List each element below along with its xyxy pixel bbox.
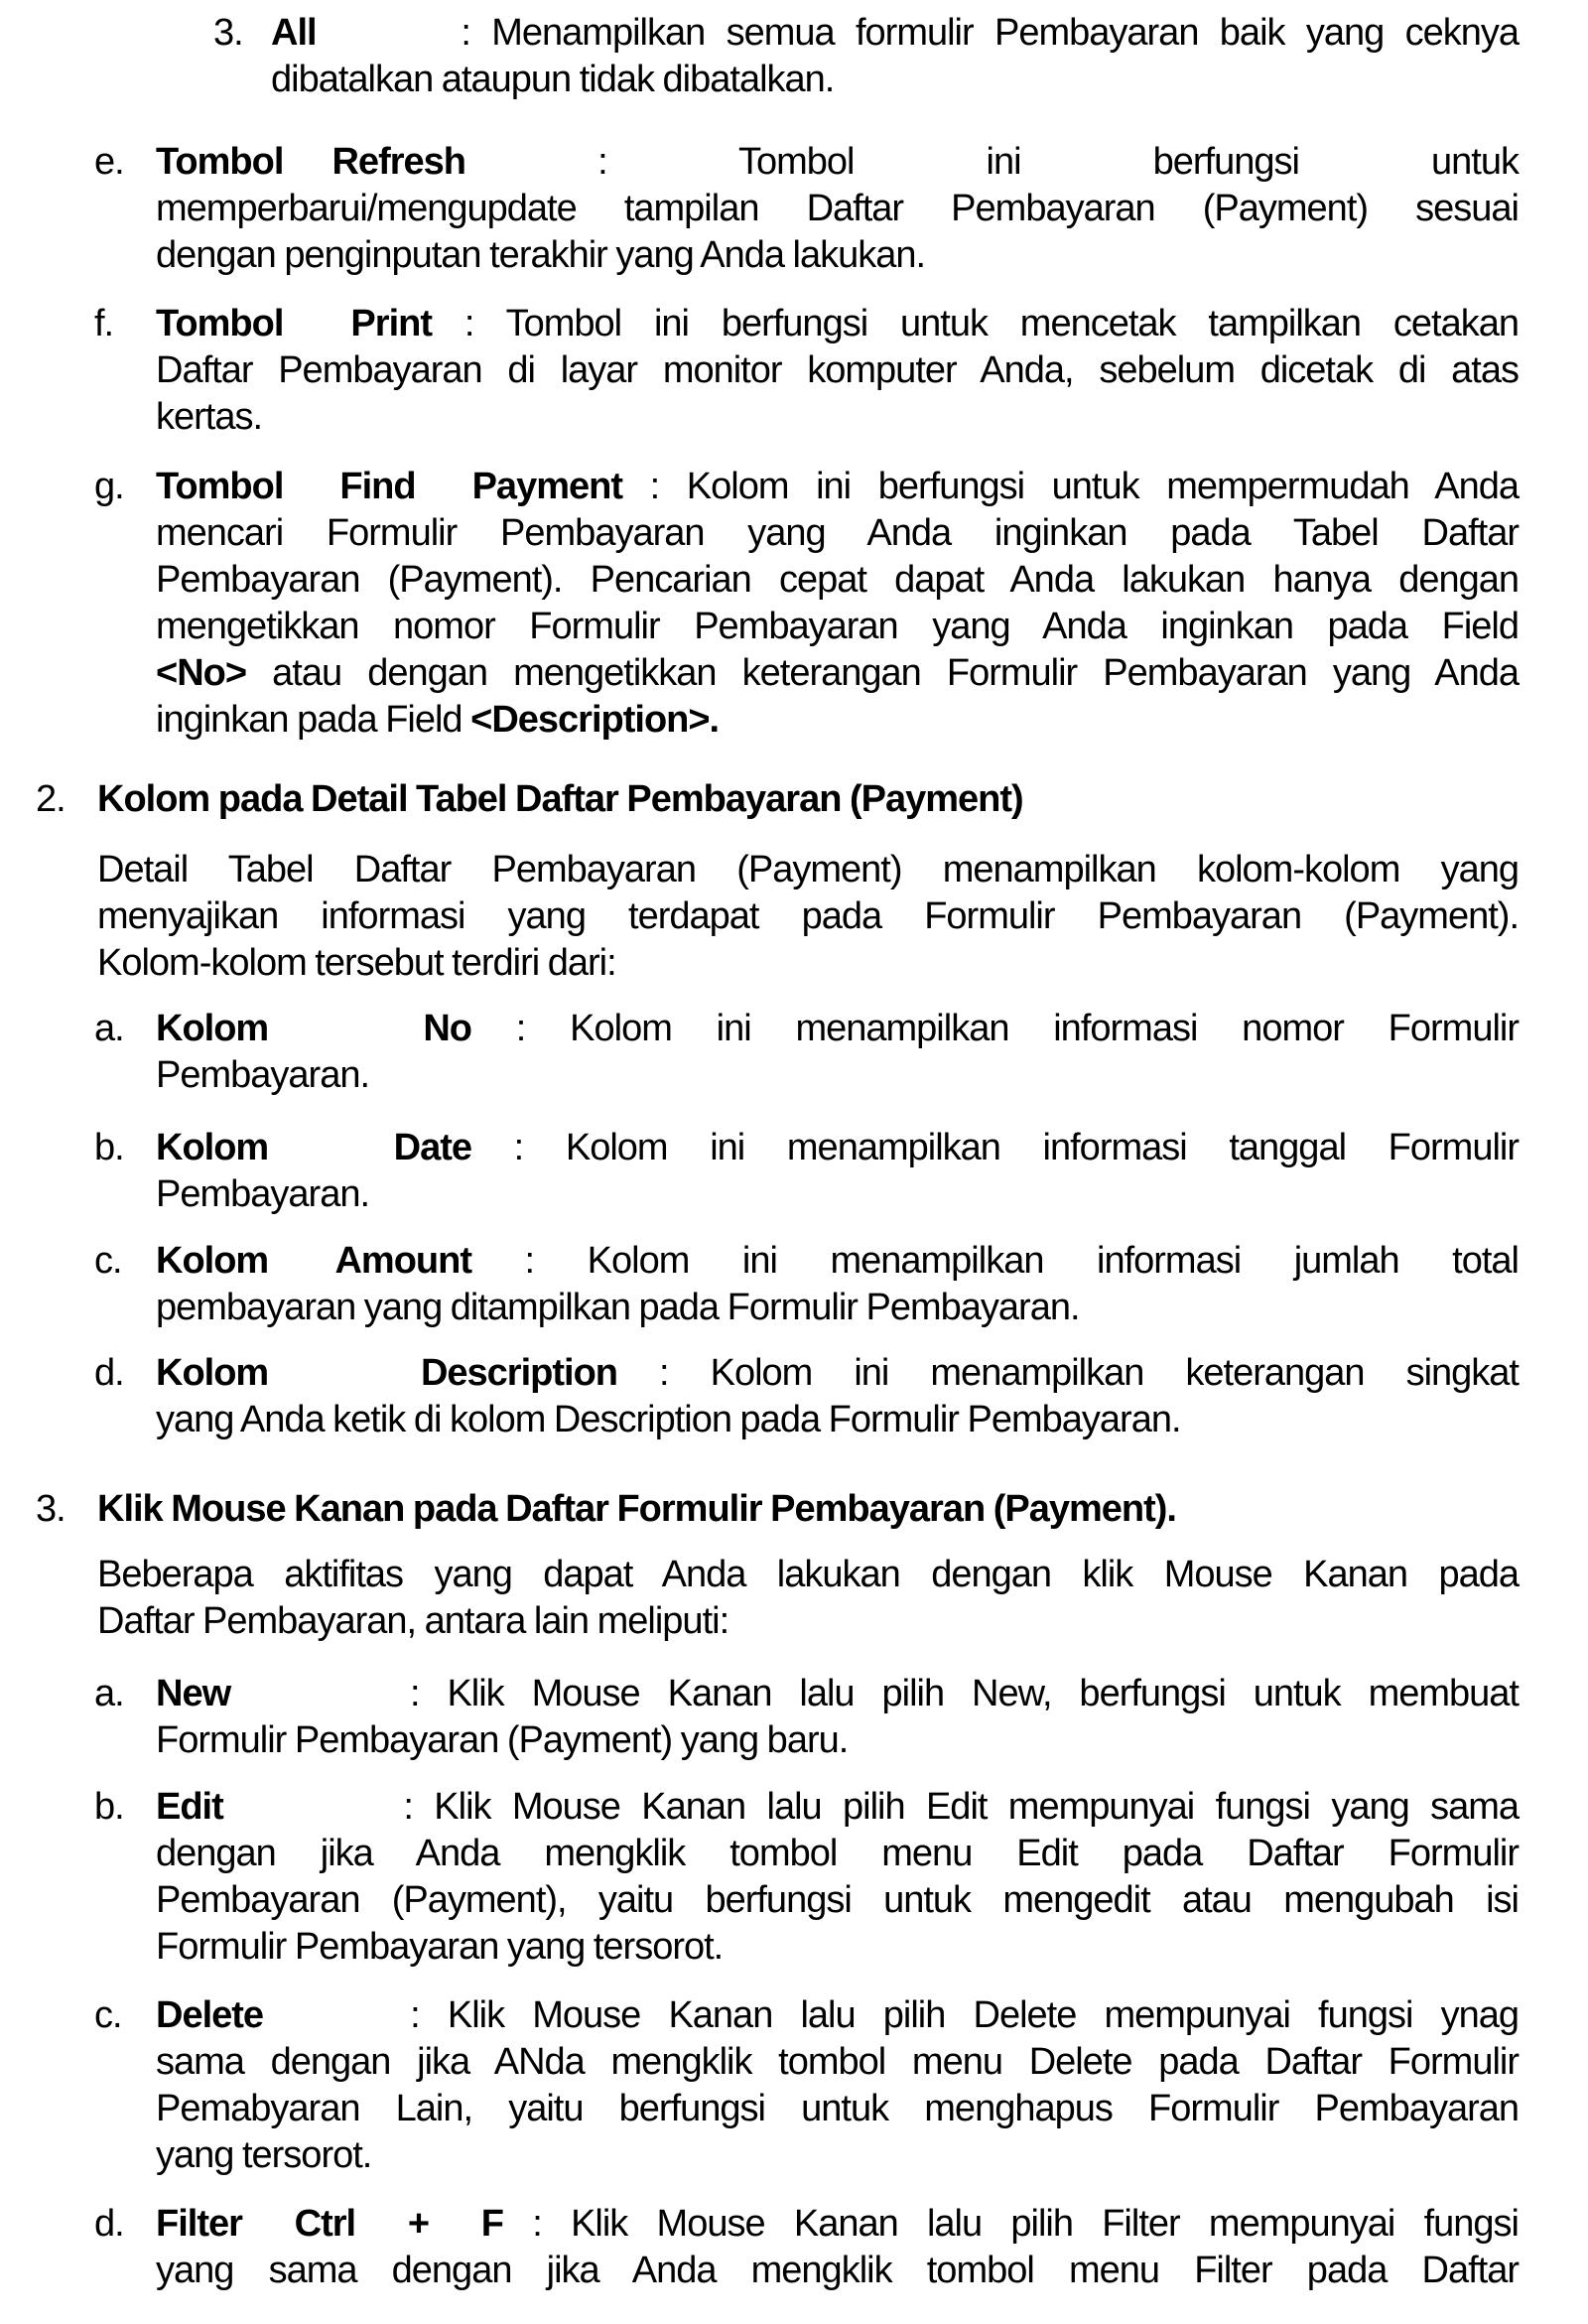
list-item-item-all: [213, 10, 1519, 103]
bold-text: Kolom pada Detail Tabel Daftar Pembayaran (Payment): [97, 778, 1023, 820]
term-label: Delete: [156, 1994, 264, 2036]
separator-colon: :: [524, 1240, 535, 1282]
term-label: Kolom Amount: [156, 1240, 471, 1282]
separator-colon: :: [403, 1786, 413, 1828]
text-line: mencari Formulir Pembayaran yang Anda inginkan pada Tabel Daftar: [156, 512, 1519, 554]
text-line: memperbarui/mengupdate tampilan Daftar Pembayaran (Payment) sesuai: [156, 188, 1519, 229]
term-label: Kolom Description: [156, 1352, 617, 1394]
text-line: Detail Tabel Daftar Pembayaran (Payment) menampilkan kolom-kolom yang: [97, 849, 1519, 890]
list-item-item-date: [94, 1125, 1519, 1218]
text-line: dengan jika Anda mengklik tombol menu Edit pada Daftar Formulir: [156, 1833, 1519, 1874]
paragraph-para-klik: [97, 1552, 1519, 1645]
text-line: dengan penginputan terakhir yang Anda lakukan.: [156, 234, 926, 276]
term-label: All: [271, 12, 317, 54]
list-item-item-no: [94, 1006, 1520, 1099]
list-marker: 3.: [36, 1488, 66, 1530]
separator-colon: :: [410, 1994, 420, 2036]
text-line: pembayaran yang ditampilkan pada Formulir Pembayaran.: [156, 1287, 1080, 1328]
list-item-item-new: [94, 1671, 1519, 1764]
separator-colon: :: [463, 303, 474, 344]
list-marker: d.: [94, 2203, 124, 2245]
term-label: New: [156, 1673, 231, 1714]
text-line: a. Kolom No : Kolom ini menampilkan informasi nomor Formulir: [156, 1006, 1519, 1052]
list-item-item-print: [94, 301, 1519, 441]
text-line: Pemabyaran Lain, yaitu berfungsi untuk menghapus Formulir Pembayaran: [156, 2088, 1519, 2129]
text-line: 3. Klik Mouse Kanan pada Daftar Formulir Pembayaran (Payment).: [97, 1486, 1519, 1533]
text-line: inginkan pada Field <Description>.: [156, 699, 720, 741]
list-marker: c.: [94, 1994, 122, 2036]
text-line: Formulir Pembayaran (Payment) yang baru.: [156, 1719, 849, 1761]
term-label: Tombol Find Payment: [156, 466, 622, 507]
separator-colon: :: [515, 1008, 526, 1049]
text-line: c. Kolom Amount : Kolom ini menampilkan informasi jumlah total: [156, 1238, 1519, 1285]
bold-text: <Description>.: [470, 699, 720, 741]
list-item-item-desc: [94, 1350, 1519, 1443]
document-body: [0, 10, 1588, 2294]
list-item-item-edit: [94, 1784, 1519, 1971]
paragraph-para-detail: [97, 847, 1519, 987]
list-marker: e.: [94, 141, 124, 183]
text-line: Daftar Pembayaran, antara lain meliputi:: [97, 1600, 729, 1642]
text-line: a. New : Klik Mouse Kanan lalu pilih New, berfungsi untuk membuat: [156, 1671, 1519, 1717]
list-marker: d.: [94, 1352, 124, 1394]
separator-colon: :: [409, 1673, 420, 1714]
term-label: Filter Ctrl + F: [156, 2203, 503, 2245]
text-line: b. Edit : Klik Mouse Kanan lalu pilih Edit mempunyai fungsi yang sama: [156, 1784, 1519, 1831]
text-line: dibatalkan ataupun tidak dibatalkan.: [271, 59, 835, 100]
term-label: Edit: [156, 1786, 223, 1828]
text-line: yang Anda ketik di kolom Description pada Formulir Pembayaran.: [156, 1399, 1181, 1440]
text-line: e. Tombol Refresh : Tombol ini berfungsi untuk: [156, 139, 1519, 186]
separator-colon: :: [649, 466, 660, 507]
list-marker: a.: [94, 1673, 124, 1714]
list-marker: 2.: [36, 778, 66, 820]
separator-colon: :: [659, 1352, 669, 1394]
section-heading-heading-klik: [36, 1486, 1519, 1533]
text-line: d. Filter Ctrl + F : Klik Mouse Kanan lalu pilih Filter mempunyai fungsi: [156, 2201, 1519, 2248]
text-line: <No> atau dengan mengetikkan keterangan Formulir Pembayaran yang Anda: [156, 652, 1519, 694]
list-item-item-refresh: [94, 139, 1519, 279]
list-marker: 3.: [213, 12, 243, 54]
text-line: yang tersorot.: [156, 2134, 372, 2176]
text-line: Pembayaran.: [156, 1054, 370, 1096]
list-item-item-filter: [94, 2201, 1519, 2294]
list-marker: c.: [94, 1240, 122, 1282]
separator-colon: :: [461, 12, 470, 54]
list-item-item-amount: [94, 1238, 1519, 1331]
separator-colon: :: [532, 2203, 542, 2245]
term-label: Kolom No: [156, 1008, 471, 1049]
text-line: [36, 776, 1519, 823]
term-label: Tombol Print: [156, 303, 432, 344]
separator-colon: :: [597, 141, 607, 183]
text-line: sama dengan jika ANda mengklik tombol menu Delete pada Daftar Formulir: [156, 2041, 1519, 2083]
text-line: Pembayaran.: [156, 1173, 370, 1215]
text-line: Beberapa aktifitas yang dapat Anda lakukan dengan klik Mouse Kanan pada: [97, 1554, 1519, 1595]
text-line: c. Delete : Klik Mouse Kanan lalu pilih Delete mempunyai fungsi ynag: [156, 1992, 1519, 2039]
text-line: kertas.: [156, 396, 263, 438]
text-line: menyajikan informasi yang terdapat pada Formulir Pembayaran (Payment).: [97, 895, 1519, 937]
text-line: Pembayaran (Payment), yaitu berfungsi untuk mengedit atau mengubah isi: [156, 1879, 1519, 1921]
list-marker: f.: [94, 303, 114, 344]
text-line: yang sama dengan jika Anda mengklik tombol menu Filter pada Daftar: [156, 2250, 1519, 2291]
list-marker: b.: [94, 1127, 124, 1168]
text-line: Pembayaran (Payment). Pencarian cepat dapat Anda lakukan hanya dengan: [156, 559, 1519, 601]
text-line: 3. All : Menampilkan semua formulir Pembayaran baik yang ceknya: [271, 10, 1519, 57]
text-line: Kolom-kolom tersebut terdiri dari:: [97, 942, 616, 984]
list-item-item-delete: [94, 1992, 1520, 2179]
term-label: Tombol Refresh: [156, 141, 465, 183]
bold-text: Klik Mouse Kanan: [97, 1488, 405, 1530]
list-marker: g.: [94, 466, 124, 507]
text-line: b. Kolom Date : Kolom ini menampilkan informasi tanggal Formulir: [156, 1125, 1519, 1171]
text-line: mengetikkan nomor Formulir Pembayaran yang Anda inginkan pada Field: [156, 606, 1519, 647]
list-item-item-find: [94, 464, 1519, 744]
term-label: Kolom Date: [156, 1127, 471, 1168]
list-marker: b.: [94, 1786, 124, 1828]
list-marker: a.: [94, 1008, 124, 1049]
text-line: g. Tombol Find Payment : Kolom ini berfungsi untuk mempermudah Anda: [156, 464, 1519, 510]
text-line: Formulir Pembayaran yang tersorot.: [156, 1926, 724, 1968]
section-heading-heading-kolom: [36, 776, 1519, 823]
bold-text: <No>: [156, 652, 247, 694]
text-line: d. Kolom Description : Kolom ini menampilkan keterangan singkat: [156, 1350, 1519, 1397]
separator-colon: :: [513, 1127, 524, 1168]
text-line: f. Tombol Print : Tombol ini berfungsi untuk mencetak tampilkan cetakan: [156, 301, 1519, 347]
text-line: Daftar Pembayaran di layar monitor komputer Anda, sebelum dicetak di atas: [156, 349, 1519, 391]
